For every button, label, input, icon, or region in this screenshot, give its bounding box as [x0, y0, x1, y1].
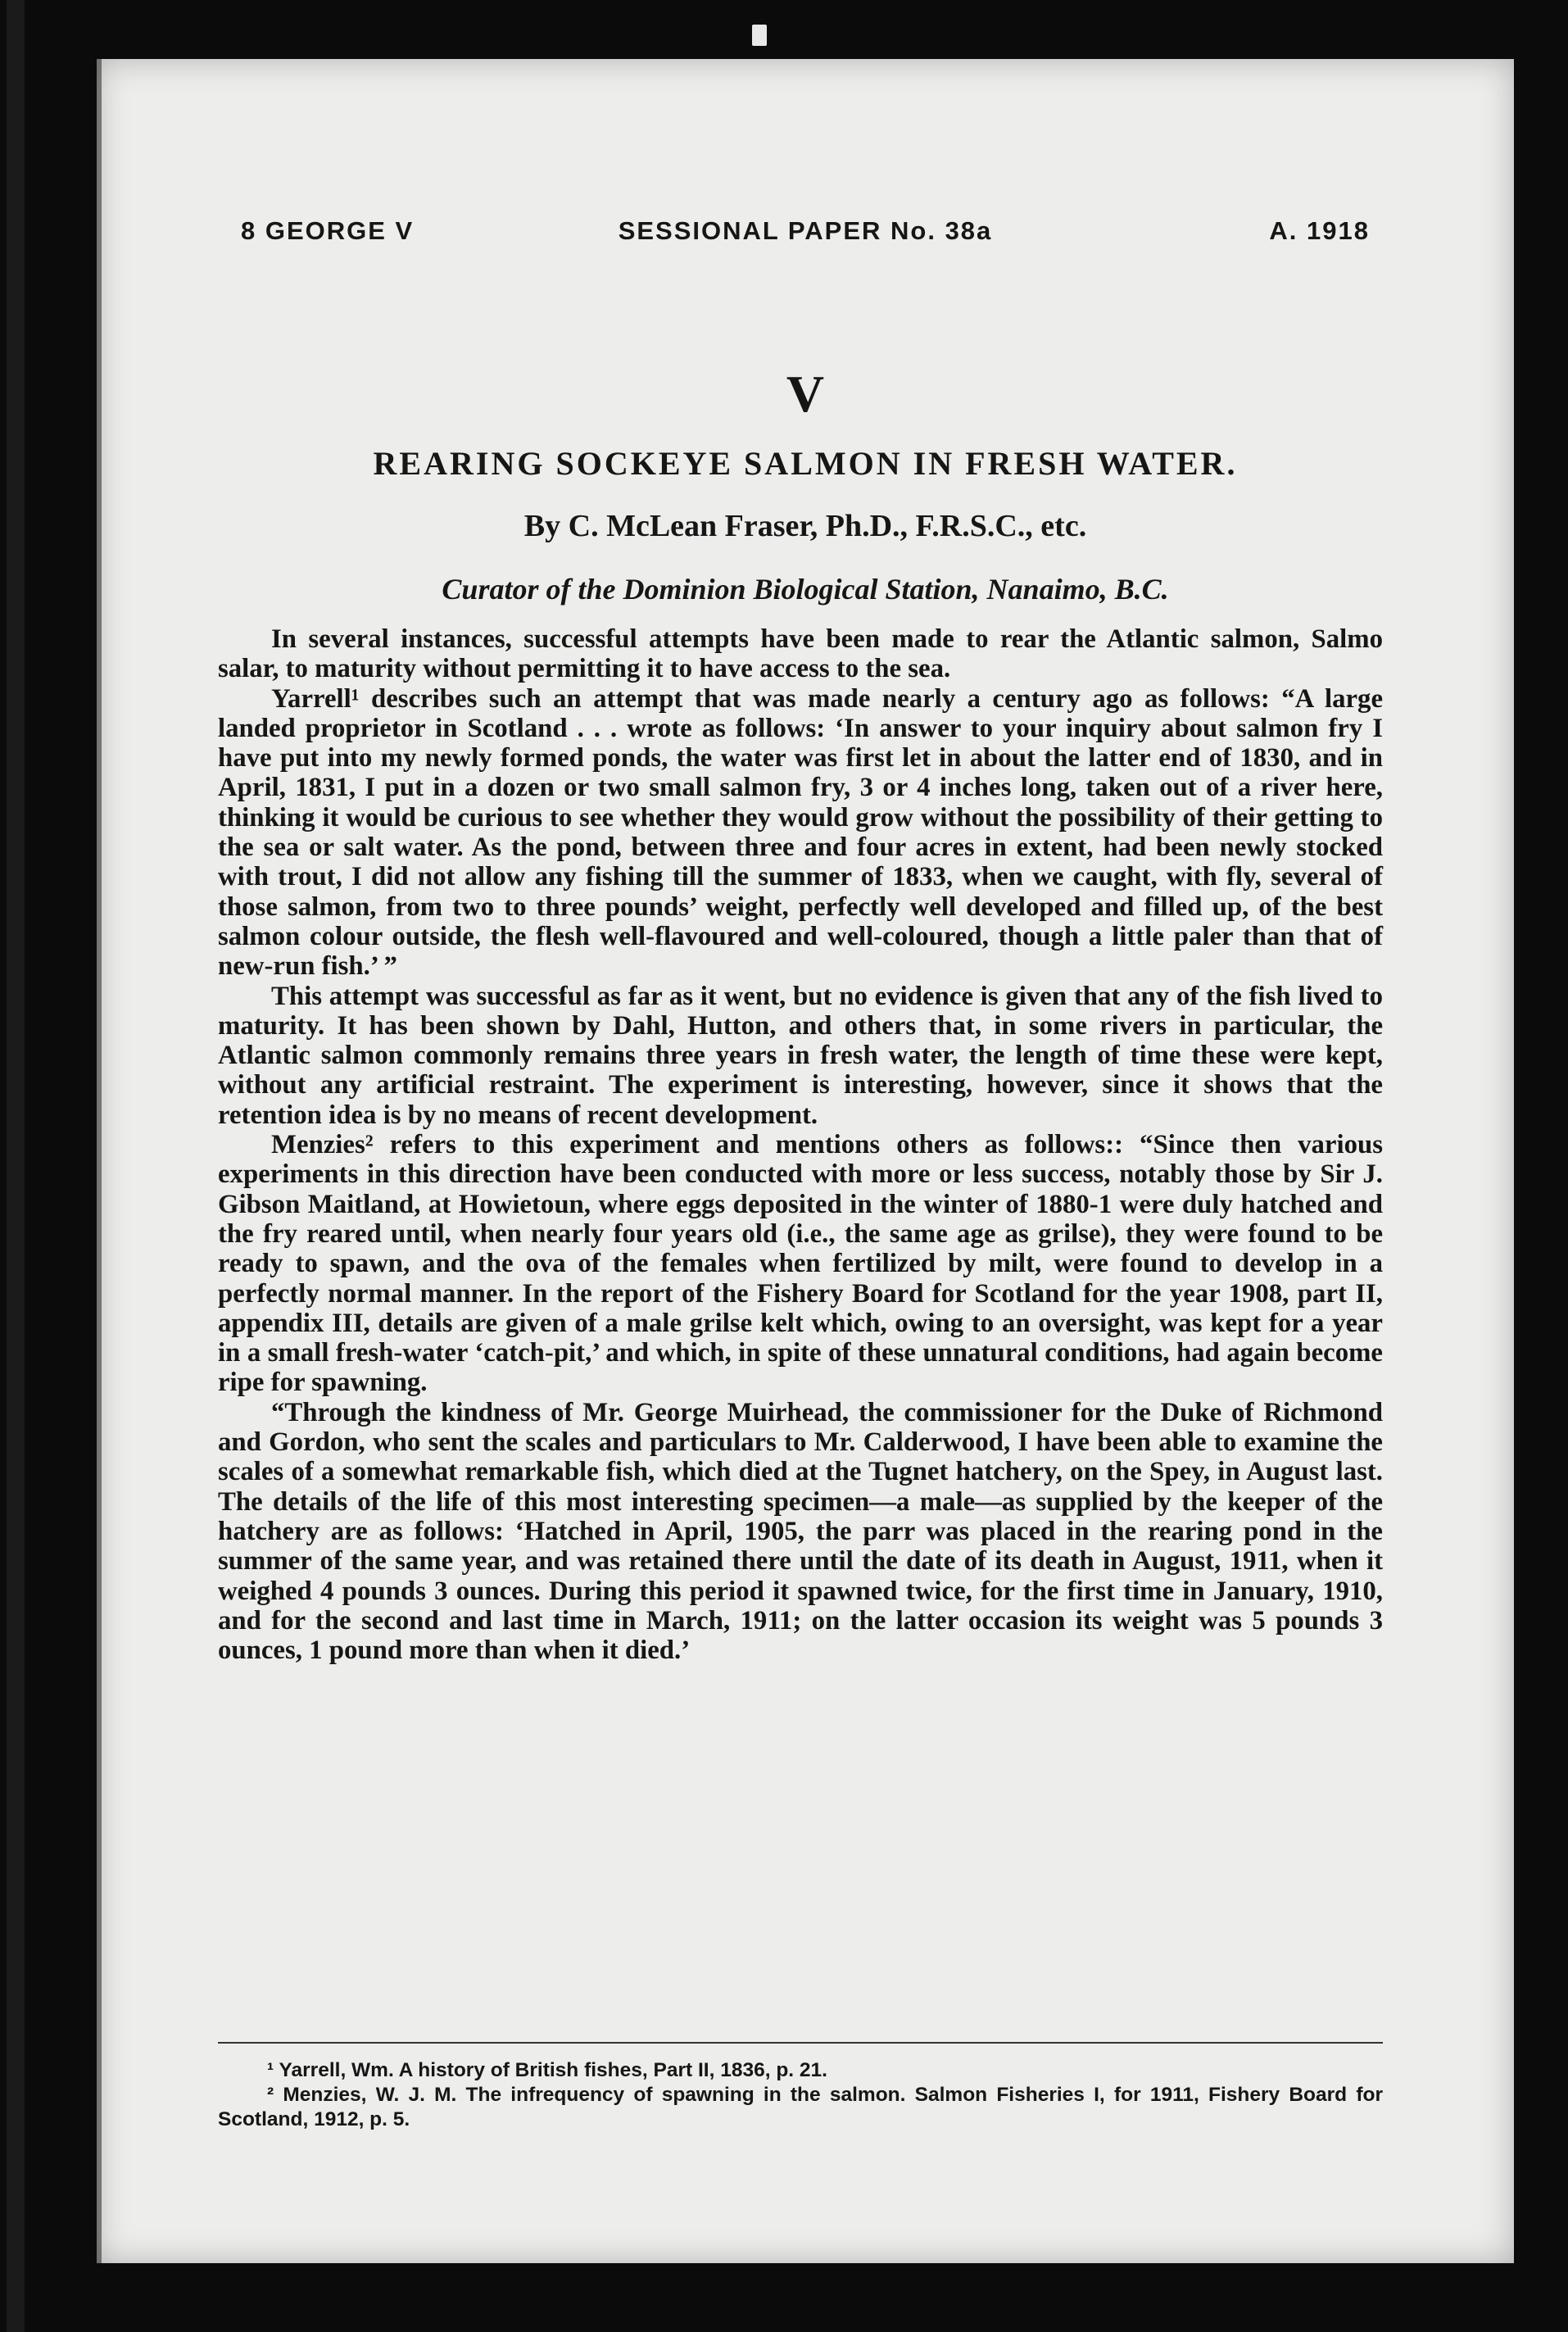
scan-mark [752, 25, 767, 46]
footnote: ¹ Yarrell, Wm. A history of British fishes, Part II, 1836, p. 21. [267, 2059, 827, 2081]
footnote-divider [218, 2042, 1383, 2044]
author-byline: By C. McLean Fraser, Ph.D., F.R.S.C., etc. [523, 509, 1087, 543]
paragraph: “Through the kindness of Mr. George Muirhead, the commissioner for the Duke of Richmond and Gordon, who sent the scales and particulars to Mr. Calderwood, I have been able to examine the scales of a somewhat remarkable fish, which died at the Tugnet hatchery, on the Spey, in August last. The details of the life of this most interesting specimen—a male—as supplied by the keeper of the hatchery are as follows: ‘Hatched in April, 1905, the parr was placed in the rearing pond in the summer of the same year, and was retained there until the date of its death in August, 1911, when it weighed 4 pounds 3 ounces. During this period it spawned twice, for the first time in January, 1910, and for the second and last time in March, 1911; on the latter occasion its weight was 5 pounds 3 ounces, 1 pound more than when it died.’ [218, 1397, 1383, 1666]
paragraph: Menzies² refers to this experiment and mentions others as follows:: “Since then various experiments in this direction have been conducted with more or less success, notably those by Sir J. Gibson Maitland, at Howietoun, where eggs deposited in the winter of 1880-1 were duly hatched and the fry reared until, when nearly four years old (i.e., the same age as grilse), they were found to be ready to spawn, and the ova of the females when fertilized by milt, were found to develop in a perfectly normal manner. In the report of the Fishery Board for Scotland for the year 1908, part II, appendix III, details are given of a male grilse kelt which, owing to an oversight, was kept for a year in a small fresh-water ‘catch-pit,’ and which, in spite of these unnatural conditions, had again become ripe for spawning. [218, 1130, 1383, 1398]
paragraph: Yarrell¹ describes such an attempt that was made nearly a century ago as follows: “A large landed proprietor in Scotland . . . wrote as follows: ‘In answer to your inquiry about salmon fry I have put into my newly formed ponds, the water was first let in about the latter end of 1830, and in April, 1831, I put in a dozen or two small salmon fry, 3 or 4 inches long, taken out of a river here, thinking it would be curious to see whether they would grow without the possibility of their getting to the sea or salt water. As the pond, between three and four acres in extent, had been newly stocked with trout, I did not allow any fishing till the summer of 1833, when we caught, with fly, several of those salmon, from two to three pounds’ weight, perfectly well developed and filled up, of the best salmon colour outside, the flesh well-flavoured and well-coloured, though a little paler than that of new-run fish.’ ” [218, 683, 1383, 982]
article-title: REARING SOCKEYE SALMON IN FRESH WATER. [373, 445, 1238, 482]
footnotes [218, 2058, 1383, 2132]
header-regnal-year: 8 GEORGE V [241, 216, 415, 245]
header-year: A. 1918 [1269, 216, 1370, 245]
running-header [241, 216, 1370, 249]
header-sessional-paper: SESSIONAL PAPER No. 38a [618, 216, 993, 245]
paragraph: In several instances, successful attempts have been made to rear the Atlantic salmon, Salmo salar, to maturity without permitting it to have access to the sea. [218, 624, 1383, 684]
scan-edge [7, 0, 25, 2332]
author-affiliation: Curator of the Dominion Biological Station, Nanaimo, B.C. [442, 573, 1169, 606]
document-page [97, 59, 1514, 2263]
footnote: ² Menzies, W. J. M. The infrequency of spawning in the salmon. Salmon Fisheries I, for 1911, Fishery Board for Scotland, 1912, p. 5. [218, 2084, 1383, 2130]
article-body [218, 624, 1383, 1665]
paragraph: This attempt was successful as far as it went, but no evidence is given that any of the fish lived to maturity. It has been shown by Dahl, Hutton, and others that, in some rivers in particular, the Atlantic salmon commonly remains three years in fresh water, the length of time these were kept, without any artificial restraint. The experiment is interesting, however, since it shows that the retention idea is by no means of recent development. [218, 981, 1383, 1130]
chapter-number: V [786, 365, 825, 423]
